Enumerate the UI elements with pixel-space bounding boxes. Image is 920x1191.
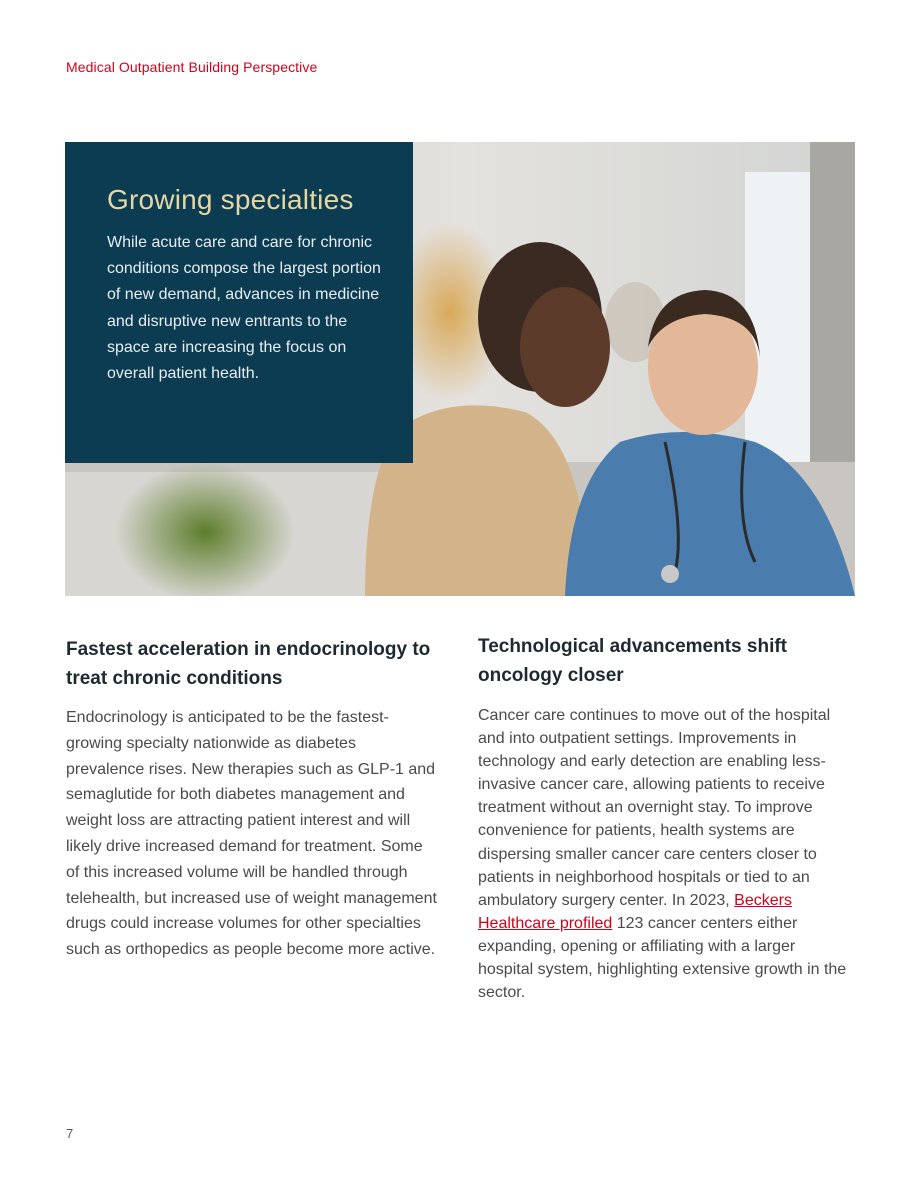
callout-title: Growing specialties xyxy=(107,184,354,215)
endocrinology-heading: Fastest acceleration in endocrinology to treat chronic conditions xyxy=(66,639,431,689)
oncology-body-start: Cancer care continues to move out of the hospital and into outpatient settings. Improvements in technology and early detection are enabling less-invasive cancer care, allowing patients to receive treatment without an overnight stay. To improve convenience for patients, health systems are dispersing smaller cancer care centers closer to patients in neighborhood hospitals or tied to an ambulatory surgery center. In 2023, xyxy=(478,707,831,909)
growing-specialties-callout xyxy=(65,142,413,463)
oncology-section xyxy=(478,632,850,1004)
page-header-title: Medical Outpatient Building Perspective xyxy=(66,59,318,75)
oncology-heading: Technological advancements shift oncology closer xyxy=(478,636,788,686)
page-number: 7 xyxy=(66,1126,74,1141)
oncology-body-end: 123 cancer centers either expanding, opening or affiliating with a larger hospital system, highlighting extensive growth in the sector. xyxy=(478,914,847,1002)
beckers-healthcare-link[interactable]: Beckers Healthcare profiled xyxy=(478,891,792,932)
callout-body: While acute care and care for chronic conditions compose the largest portion of new demand, advances in medicine and disruptive new entrants to the space are increasing the focus on overall patient health. xyxy=(107,234,381,383)
endocrinology-section xyxy=(66,635,438,963)
endocrinology-body: Endocrinology is anticipated to be the fastest-growing specialty nationwide as diabetes prevalence rises. New therapies such as GLP-1 and semaglutide for both diabetes management and weight loss are attracting patient interest and will likely drive increased demand for treatment. Some of this increased volume will be handled through telehealth, but increased use of weight management drugs could increase volumes for other specialties such as orthopedics as people become more active. xyxy=(66,709,437,959)
oncology-body xyxy=(478,704,850,1004)
